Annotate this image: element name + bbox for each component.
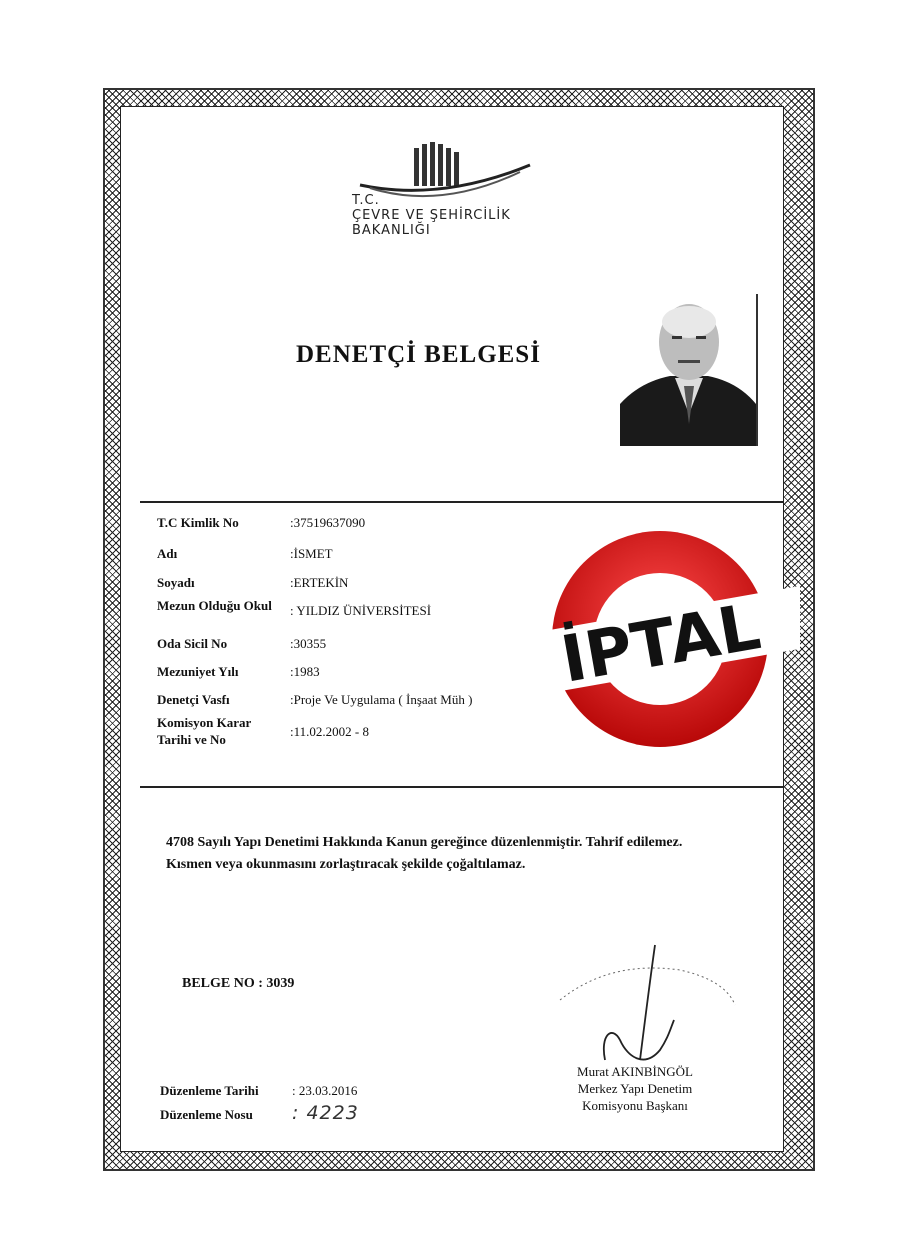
issue-date-label: Düzenleme Tarihi [160, 1083, 259, 1098]
document-title: DENETÇİ BELGESİ [296, 341, 541, 368]
field-value: :11.02.2002 - 8 [290, 724, 369, 739]
signature [550, 940, 750, 1080]
signatory [560, 1063, 710, 1114]
field-value: :Proje Ve Uygulama ( İnşaat Müh ) [290, 692, 473, 707]
ministry-line-3: BAKANLIĞI [352, 223, 431, 238]
signatory-title-1: Merkez Yapı Denetim [577, 1081, 693, 1096]
field-label: Tarihi ve No [157, 732, 226, 747]
stamp-text: İPTAL [556, 590, 766, 698]
field-value: :İSMET [290, 546, 333, 561]
legal-note-line-1: 4708 Sayılı Yapı Denetimi Hakkında Kanun gereğince düzenlenmiştir. Tahrif edilemez. [166, 835, 683, 850]
signatory-title-2: Komisyonu Başkanı [582, 1098, 688, 1113]
field-value: :37519637090 [290, 515, 366, 530]
issue-number-row [160, 1102, 359, 1124]
field-value: :ERTEKİN [290, 575, 349, 590]
field-value: :1983 [290, 664, 320, 679]
issue-number-value: : 4223 [292, 1102, 359, 1124]
field-label: T.C Kimlik No [157, 515, 239, 530]
divider-top [140, 501, 783, 503]
divider-bottom [140, 786, 783, 788]
certificate-number: BELGE NO : 3039 [182, 976, 295, 991]
legal-note-line-2: Kısmen veya okunmasını zorlaştıracak şekilde çoğaltılamaz. [166, 857, 526, 872]
issue-date-row [160, 1083, 357, 1099]
field-label: Komisyon Karar [157, 715, 252, 730]
field-label: Mezun Olduğu Okul [157, 598, 272, 613]
signatory-name: Murat AKINBİNGÖL [577, 1064, 693, 1079]
legal-note [166, 832, 786, 876]
field-label: Adı [157, 546, 178, 561]
field-value: :30355 [290, 636, 327, 651]
field-label: Denetçi Vasfı [157, 692, 230, 707]
ministry-line-2: ÇEVRE VE ŞEHİRCİLİK [352, 208, 511, 223]
cancelled-stamp [520, 525, 800, 755]
field-value: : YILDIZ ÜNİVERSİTESİ [290, 603, 432, 618]
issue-date-value: : 23.03.2016 [292, 1083, 358, 1098]
field-label: Oda Sicil No [157, 636, 228, 651]
field-label: Mezuniyet Yılı [157, 664, 239, 679]
holder-photo [620, 294, 758, 446]
field-label: Soyadı [157, 575, 195, 590]
ministry-name [352, 193, 511, 238]
ministry-line-1: T.C. [352, 193, 380, 208]
issue-number-label: Düzenleme Nosu [160, 1107, 253, 1122]
